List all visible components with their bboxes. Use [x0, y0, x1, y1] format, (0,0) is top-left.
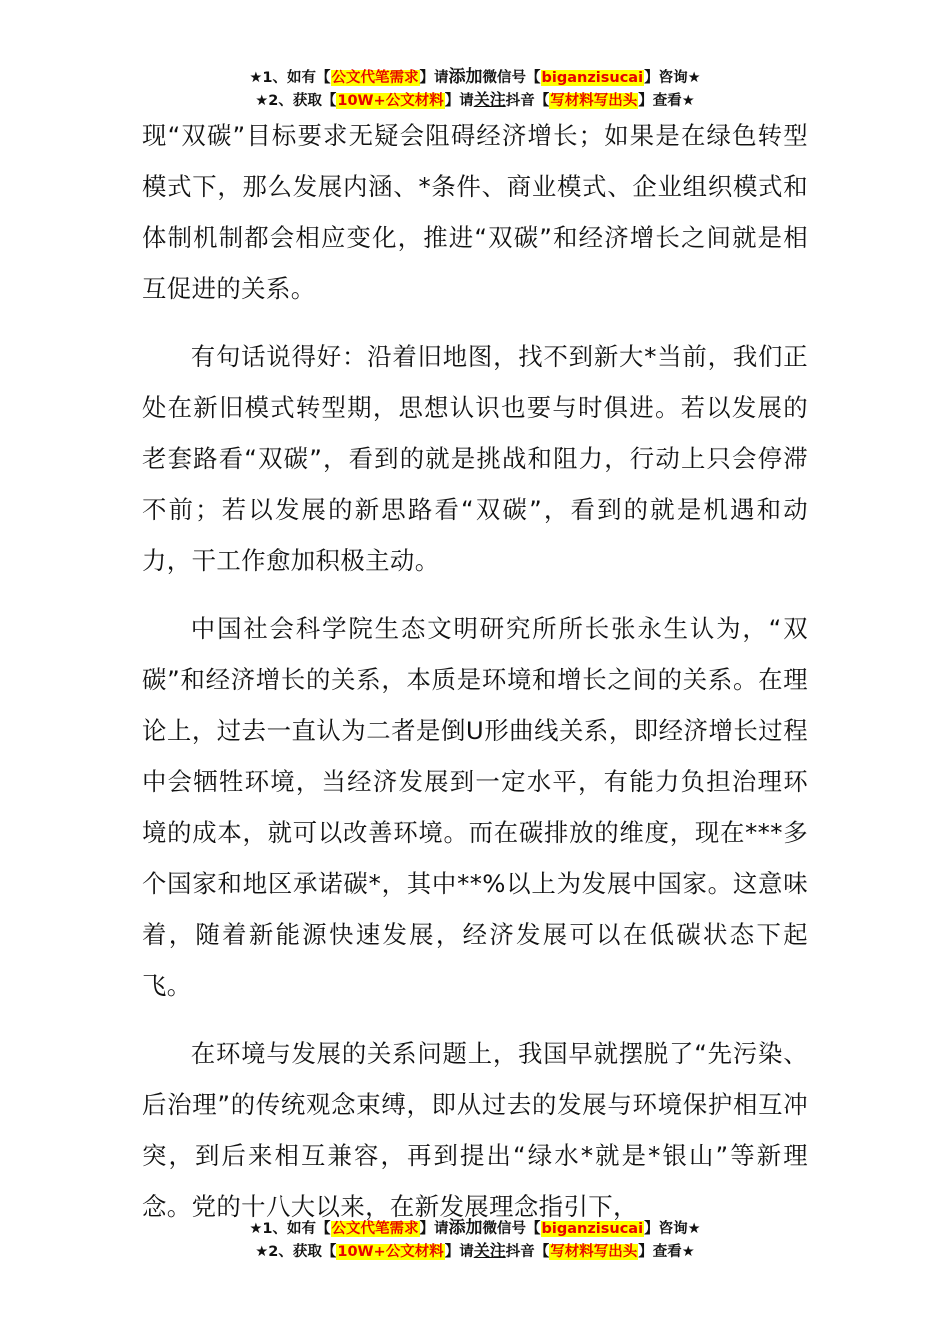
banner-emphasis: 添加	[448, 67, 483, 87]
banner-text: ★1、如有【	[249, 1221, 331, 1237]
banner-emphasis: 添加	[448, 1218, 483, 1238]
banner-highlight: biganzisucai	[541, 1221, 644, 1237]
banner-highlight: 10W+公文材料	[337, 1244, 444, 1260]
paragraph: 中国社会科学院生态文明研究所所长张永生认为，“双碳”和经济增长的关系，本质是环境和增长之间的关系。在理论上，过去一直认为二者是倒U形曲线关系，即经济增长过程中会牺牲环境，当经济发展到一定水平，有能力负担治理环境的成本，就可以改善环境。而在碳排放的维度，现在***多个国家和地区承诺碳*，其中**%以上为发展中国家。这意味着，随着新能源快速发展，经济发展可以在低碳状态下起飞。	[142, 614, 808, 1000]
banner-underline: 关注	[473, 1241, 506, 1260]
footer-banner	[0, 1217, 950, 1263]
banner-text: 抖音【	[505, 93, 550, 109]
banner-highlight: 公文代笔需求	[331, 1221, 419, 1237]
banner-line-1	[0, 1217, 950, 1240]
banner-text: 】请	[419, 70, 449, 86]
banner-text: 】咨询★	[644, 1221, 701, 1237]
banner-text: ★2、获取【	[255, 1244, 337, 1260]
paragraph: 在环境与发展的关系问题上，我国早就摆脱了“先污染、后治理”的传统观念束缚，即从过去的发展与环境保护相互冲突，到后来相互兼容，再到提出“绿水*就是*银山”等新理念。党的十八大以来，在新发展理念指引下，	[142, 1039, 808, 1221]
banner-text: 】请	[419, 1221, 449, 1237]
banner-text: ★2、获取【	[255, 93, 337, 109]
banner-text: ★1、如有【	[249, 70, 331, 86]
paragraph: 有句话说得好：沿着旧地图，找不到新大*当前，我们正处在新旧模式转型期，思想认识也要与时俱进。若以发展的老套路看“双碳”，看到的就是挑战和阻力，行动上只会停滞不前；若以发展的新思路看“双碳”，看到的就是机遇和动力，干工作愈加积极主动。	[142, 342, 808, 575]
banner-line-1	[0, 66, 950, 89]
banner-text: 】请	[444, 93, 474, 109]
banner-text: 微信号【	[482, 70, 541, 86]
banner-highlight: 写材料写出头	[550, 93, 638, 109]
banner-underline: 关注	[473, 90, 506, 109]
header-banner	[0, 66, 950, 112]
banner-highlight: 10W+公文材料	[337, 93, 444, 109]
banner-text: 】咨询★	[644, 70, 701, 86]
banner-text: 抖音【	[505, 1244, 550, 1260]
document-body	[142, 110, 808, 1249]
banner-text: 】查看★	[638, 1244, 695, 1260]
banner-text: 微信号【	[482, 1221, 541, 1237]
banner-highlight: 写材料写出头	[550, 1244, 638, 1260]
banner-line-2	[0, 89, 950, 112]
banner-line-2	[0, 1240, 950, 1263]
banner-highlight: 公文代笔需求	[331, 70, 419, 86]
paragraph: 现“双碳”目标要求无疑会阻碍经济增长；如果是在绿色转型模式下，那么发展内涵、*条件、商业模式、企业组织模式和体制机制都会相应变化，推进“双碳”和经济增长之间就是相互促进的关系。	[142, 121, 808, 303]
banner-text: 】查看★	[638, 93, 695, 109]
banner-highlight: biganzisucai	[541, 70, 644, 86]
banner-text: 】请	[444, 1244, 474, 1260]
